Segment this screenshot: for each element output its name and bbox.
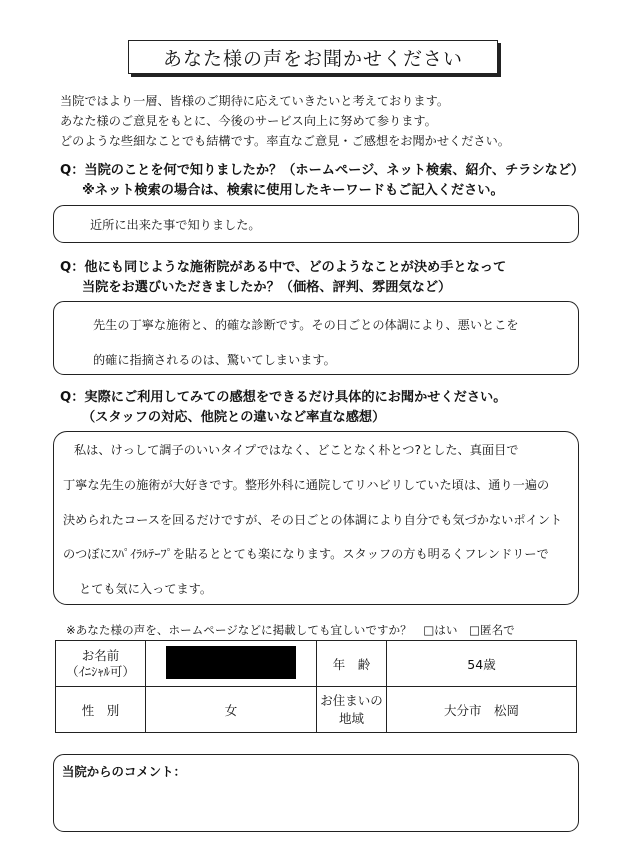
answer-2-line: 先生の丁寧な施術と、的確な診断です。その日ごとの体調により、悪いとこを [93,318,519,332]
intro-line: あなた様のご意見をもとに、今後のサービス向上に努めて参ります。 [60,114,437,128]
residence-value: 大分市 松岡 [387,687,577,733]
redaction-block [166,646,296,679]
form-title: あなた様の声をお聞かせください [128,40,498,74]
residence-label-sub: 地域 [338,710,364,726]
name-label-main: お名前 [81,647,120,663]
question-3-line-1: Q：実際にご利用してみての感想をできるだけ具体的にお聞かせください。 [60,390,507,405]
question-1-line-2: ※ネット検索の場合は、検索に使用したキーワードもご記入ください。 [82,183,504,198]
name-value [146,641,317,687]
intro-line: どのような些細なことでも結構です。率直なご意見・ご感想をお聞かせください。 [60,134,510,148]
question-1-line-1: Q：当院のことを何で知りましたか？（ホームページ、ネット検索、紹介、チラシなど） [60,163,585,178]
answer-1-line: 近所に出来た事で知りました。 [90,218,261,232]
publish-consent-note: ※あなた様の声を、ホームページなどに掲載しても宜しいですか？ □はい □匿名で [66,623,515,637]
question-2 [60,258,506,298]
intro-line: 当院ではより一層、皆様のご期待に応えていきたいと考えております。 [60,94,450,108]
question-2-line-1: Q：他にも同じような施術院がある中で、どのようなことが決め手となって [60,260,507,275]
residence-label-main: お住まいの [320,692,383,708]
residence-label [317,687,387,733]
answer-2-line: 的確に指摘されるのは、驚いてしまいます。 [93,353,336,367]
gender-label: 性 別 [56,687,146,733]
answer-3-line: のつぼにｽﾊﾟｲﾗﾙﾃｰﾌﾟを貼るととても楽になります。スタッフの方も明るくフレンドリーで [63,547,549,561]
age-label: 年 齢 [317,641,387,687]
name-label [56,641,146,687]
question-3-line-2: （スタッフの対応、他院との違いなど率直な感想） [82,410,386,425]
question-3 [60,388,506,428]
answer-3-line: 丁寧な先生の施術が大好きです。整形外科に通院してリハビリしていた頃は、通り一遍の [63,478,550,492]
intro-text [60,91,510,151]
answer-3-line: 私は、けっして調子のいいタイプではなく、どことなく朴とつ?とした、真面目で [74,443,519,457]
question-1 [60,161,584,201]
question-2-line-2: 当院をお選びいただきましたか？（価格、評判、雰囲気など） [82,280,452,295]
clinic-comment-label: 当院からのコメント： [62,764,186,779]
respondent-info-table [55,640,577,733]
gender-value: 女 [146,687,317,733]
name-label-sub: （ｲﾆｼｬﾙ可） [66,663,135,679]
answer-3-line: とても気に入ってます。 [79,582,213,596]
age-value: 54歳 [387,641,577,687]
answer-3-line: 決められたコースを回るだけですが、その日ごとの体調により自分でも気づかないポイント [63,513,563,527]
